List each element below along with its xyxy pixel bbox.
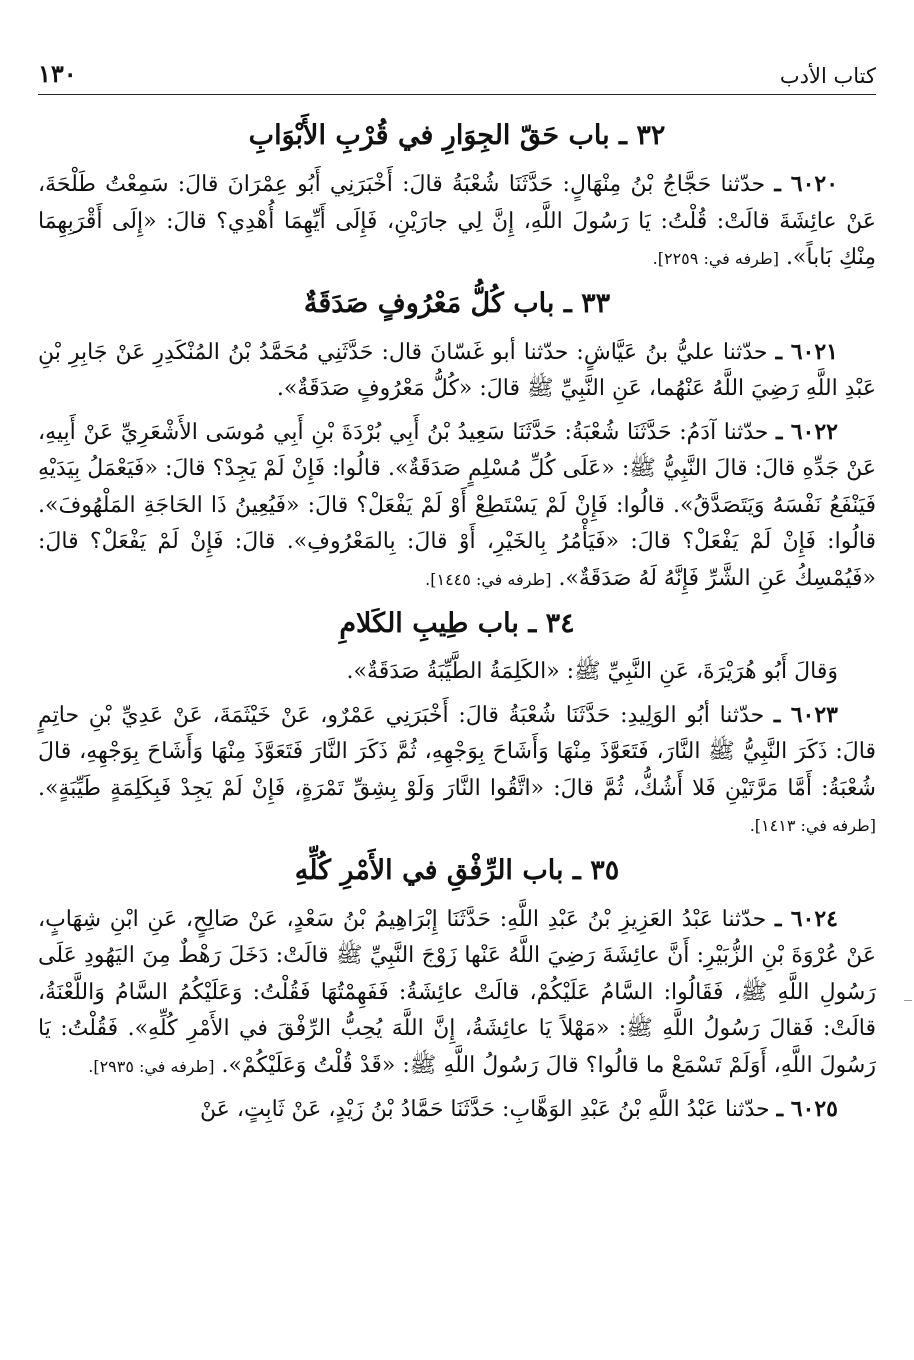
hadith-text: حدّثنا عليُّ بنُ عَيَّاشٍ: حدّثنا أبو غَسّانَ قال: حَدَّثَنِي مُحَمَّدُ بْنُ المُنْكَدِرِ عَنْ جَابِرِ بْنِ عَبْدِ اللَّهِ رَضِيَ اللَّهُ عَنْهُما، عَنِ النَّبِيِّ ﷺ قالَ: «كُلُّ مَعْرُوفٍ صَدَقَةٌ». — [38, 339, 876, 401]
cross-reference: [طرفه في: ١٤١٣]. — [749, 816, 876, 835]
hadith-number: ٦٠٢٣ ـ — [773, 701, 838, 728]
hadith-paragraph — [38, 414, 876, 599]
hadith-text: حدّثنا حَجَّاجُ بْنُ مِنْهَالٍ: حَدَّثَنَا شُعْبَةُ قالَ: أَخْبَرَنِي أَبُو عِمْرَانَ قالَ: سَمِعْتُ طَلْحَةَ، عَنْ عائِشَةَ قالَتْ: قُلْتُ: يَا رَسُولَ اللَّهِ، إِنَّ لِي جارَيْنِ، فَإِلَى أَيِّهِمَا أُهْدِي؟ قالَ: «إِلَى أَقْرَبِهِمَا مِنْكِ بَاباً». — [38, 172, 876, 270]
hadith-number: ٦٠٢٤ ـ — [774, 905, 838, 932]
hadith-text: وَقالَ أَبُو هُرَيْرَةَ، عَنِ النَّبِيِّ ﷺ: «الكَلِمَةُ الطَّيِّبَةُ صَدَقَةٌ». — [346, 659, 838, 684]
cross-reference: [طرفه في: ٢٢٥٩]. — [652, 249, 779, 268]
chapter-heading: ٣٥ ـ باب الرِّفْقِ في الأَمْرِ كُلِّهِ — [294, 854, 620, 886]
hadith-text: حدّثنا عَبْدُ العَزِيزِ بْنُ عَبْدِ اللَّهِ: حَدَّثَنَا إِبْرَاهِيمُ بْنُ سَعْدٍ، عَنْ صَالِحٍ، عَنِ ابْنِ شِهَابٍ، عَنْ عُرْوَةَ بْنِ الزُّبَيْرِ: أَنَّ عائِشَةَ رَضِيَ اللَّهُ عَنْها زَوْجَ النَّبِيِّ ﷺ قالَتْ: دَخَلَ رَهْطٌ مِنَ اليَهُودِ عَلَى رَسُولِ اللَّهِ ﷺ، فَقَالُوا: السَّامُ عَلَيْكُمْ، قالَتْ عائِشَةُ: فَفَهِمْتُهَا فَقُلْتُ: وَعَلَيْكُمُ السَّامُ وَاللَّعْنَةُ، قالَتْ: فَقالَ رَسُولُ اللَّهِ ﷺ: «مَهْلاً يَا عائِشَةُ، إِنَّ اللَّهَ يُحِبُّ الرِّفْقَ في الأَمْرِ كُلِّهِ». فَقُلْتُ: يَا رَسُولَ اللَّهِ، أَوَلَمْ تَسْمَعْ ما قالُوا؟ قالَ رَسُولُ اللَّهِ ﷺ: «قَدْ قُلْتُ وَعَلَيْكُمْ». — [38, 906, 876, 1078]
hadith-paragraph — [38, 901, 876, 1086]
hadith-text: حدّثنا عَبْدُ اللَّهِ بْنُ عَبْدِ الوَهَّابِ: حَدَّثَنَا حَمَّادُ بْنُ زَيْدٍ، عَنْ ثَابِتٍ، عَنْ — [199, 1097, 770, 1122]
page-body — [38, 112, 876, 1135]
margin-tick — [904, 1000, 912, 1001]
hadith-paragraph — [38, 654, 876, 691]
hadith-paragraph — [38, 697, 876, 845]
hadith-text: حدّثنا أبُو الوَلِيدِ: حَدَّثَنَا شُعْبَةُ قالَ: أَخْبَرَنِي عَمْرٌو، عَنْ خَيْثَمَةَ، عَنْ عَدِيِّ بْنِ حاتِمٍ قالَ: ذَكَرَ النَّبِيُّ ﷺ النَّارَ، فَتَعَوَّذَ مِنْهَا وَأَشَاحَ بِوَجْهِهِ، ثُمَّ ذَكَرَ النَّارَ فَتَعَوَّذَ مِنْهَا وَأَشَاحَ بِوَجْهِهِ، قالَ شُعْبَةُ: أَمَّا مَرَّتَيْنِ فَلا أَشُكُّ، ثُمَّ قالَ: «اتَّقُوا النَّارَ وَلَوْ بِشِقِّ تَمْرَةٍ، فَإِنْ لَمْ يَجِدْ فَبِكَلِمَةٍ طَيِّبَةٍ». — [38, 702, 876, 801]
book-title: كتاب الأدب — [779, 64, 876, 88]
cross-reference: [طرفه في: ١٤٤٥]. — [425, 569, 552, 589]
hadith-paragraph — [38, 166, 876, 278]
chapter-heading: ٣٢ ـ باب حَقّ الجِوَارِ في قُرْبِ الأَبْوَابِ — [248, 120, 666, 151]
hadith-number: ٦٠٢٢ ـ — [776, 418, 838, 445]
cross-reference: [طرفه في: ٢٩٣٥]. — [88, 1056, 215, 1076]
hadith-paragraph — [38, 1091, 876, 1129]
header-rule — [38, 94, 876, 95]
hadith-number: ٦٠٢٠ ـ — [774, 171, 839, 197]
hadith-number: ٦٠٢٥ ـ — [776, 1096, 838, 1122]
chapter-heading: ٣٣ ـ باب كُلُّ مَعْرُوفٍ صَدَقَةٌ — [303, 287, 611, 319]
hadith-text: حدّثنا آدَمُ: حَدَّثَنَا شُعْبَةُ: حَدَّثَنَا سَعِيدُ بْنُ أَبِي بُرْدَةَ بْنِ أَبِي مُوسَى الأَشْعَرِيِّ عَنْ أَبِيهِ، عَنْ جَدِّهِ قالَ: قالَ النَّبِيُّ ﷺ: «عَلَى كُلِّ مُسْلِمٍ صَدَقَةٌ». قالُوا: فَإِنْ لَمْ يَجِدْ؟ قالَ: «فَيَعْمَلُ بِيَدَيْهِ فَيَنْفَعُ نَفْسَهُ وَيَتَصَدَّقُ». قالُوا: فَإِنْ لَمْ يَسْتَطِعْ أَوْ لَمْ يَفْعَلْ؟ قالَ: «فَيُعِينُ ذَا الحَاجَةِ المَلْهُوفَ». قالُوا: فَإِنْ لَمْ يَفْعَلْ؟ قالَ: «فَيَأْمُرُ بِالخَيْرِ، أَوْ قالَ: بِالمَعْرُوفِ». قالَ: فَإِنْ لَمْ يَفْعَلْ؟ قالَ: «فَيُمْسِكُ عَنِ الشَّرِّ فَإِنَّهُ لَهُ صَدَقَةٌ». — [38, 419, 876, 591]
page-header — [38, 52, 876, 88]
hadith-paragraph — [38, 334, 876, 408]
hadith-number: ٦٠٢١ ـ — [775, 338, 838, 365]
chapter-heading: ٣٤ ـ باب طِيبِ الكَلامِ — [339, 608, 575, 639]
page-number: ١٣٠ — [38, 59, 77, 88]
